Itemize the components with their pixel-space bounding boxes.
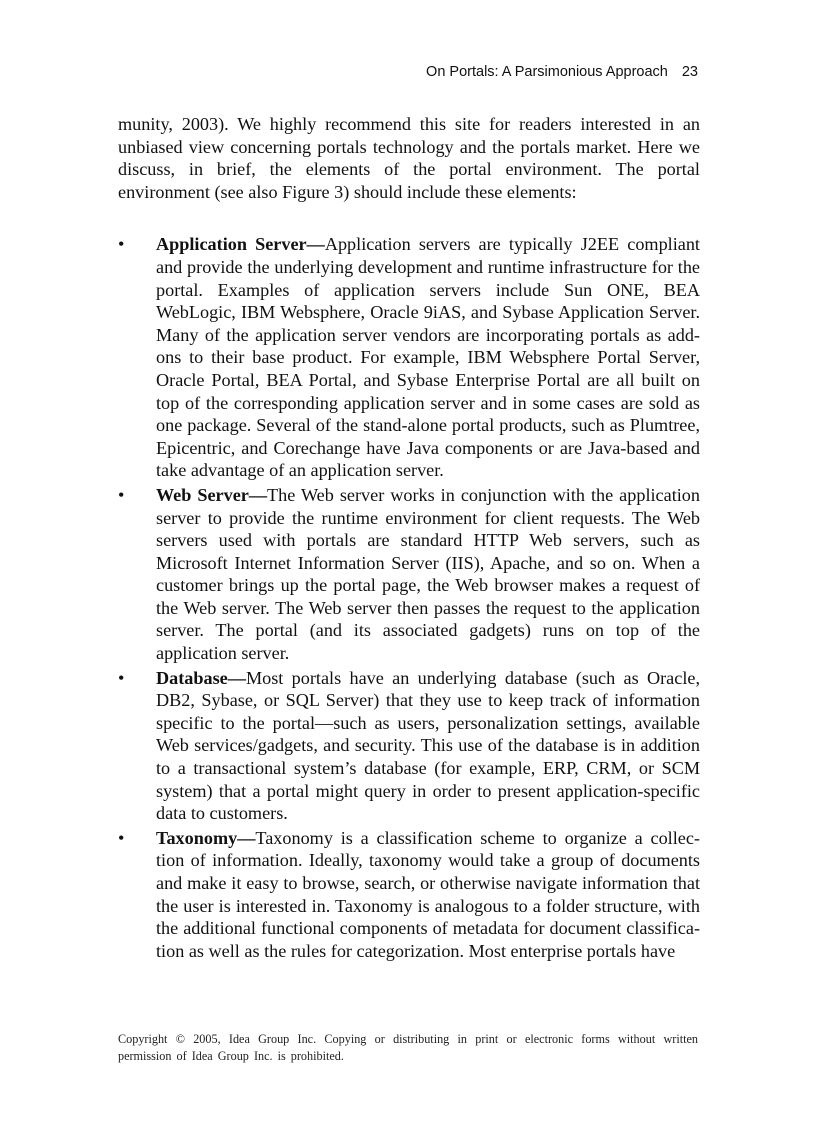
bullet-icon: • <box>118 484 125 505</box>
portal-elements-list <box>118 233 700 962</box>
list-item-taxonomy <box>118 827 700 963</box>
bullet-icon: • <box>118 827 125 848</box>
term-web-server: Web Server— <box>156 484 268 505</box>
bullet-icon: • <box>118 667 125 688</box>
list-item-database <box>118 667 700 825</box>
running-title: On Portals: A Parsimonious Approach <box>426 64 668 80</box>
copyright-footer: Copyright © 2005, Idea Group Inc. Copying or distributing in print or electronic forms without written permission of Idea Group Inc. is prohibited. <box>118 1032 698 1063</box>
bullet-icon: • <box>118 234 125 255</box>
page-number: 23 <box>681 64 698 80</box>
term-database: Database— <box>156 667 246 688</box>
list-item-web-server <box>118 484 700 665</box>
definition-web-server: The Web server works in conjunction with the application server to provide the runtime environment for client requests. The Web servers used with portals are standard HTTP Web servers, such as Microsoft Internet Information Server (IIS), Apache, and so on. When a customer brings up the portal page, the Web browser makes a request of the Web server. The Web server then passes the request to the application server. The portal (and its associated gadgets) runs on top of the application server. <box>156 484 700 664</box>
list-item-application-server <box>118 233 700 482</box>
running-header <box>118 64 698 80</box>
definition-database: Most portals have an underlying database (such as Oracle, DB2, Sybase, or SQL Server) that they use to keep track of information specific to the portal—such as users, personalization settings, available Web services/gadgets, and security. This use of the database is in addition to a transactional system’s database (for example, ERP, CRM, or SCM system) that a portal might query in order to present application-specific data to customers. <box>156 667 700 824</box>
body-text <box>118 113 700 964</box>
intro-paragraph: munity, 2003). We highly recommend this site for readers interested in an unbiased view concerning portals technology and the portals market. Here we discuss, in brief, the elements of the portal environment. The portal environment (see also Figure 3) should include these elements: <box>118 114 700 202</box>
definition-application-server: Application servers are typically J2EE compliant and provide the underlying development and runtime infrastructure for the portal. Examples of application servers include Sun ONE, BEA WebLogic, IBM Websphere, Oracle 9iAS, and Sybase Application Server. Many of the application server vendors are incorporating portals as add-ons to their base product. For example, IBM Websphere Portal Server, Oracle Portal, BEA Portal, and Sybase Enterprise Portal are all built on top of the corresponding application server and in some cases are sold as one package. Several of the stand-alone portal products, such as Plumtree, Epicentric, and Corechange have Java components or are Java-based and take advantage of an application server. <box>156 234 700 481</box>
definition-taxonomy: Taxonomy is a classification scheme to organize a collec-tion of information. Ideally, taxonomy would take a group of documents and make it easy to browse, search, or otherwise navigate information that the user is interested in. Taxonomy is analogous to a folder structure, with the additional functional components of metadata for document classifica-tion as well as the rules for categorization. Most enterprise portals have <box>156 827 700 961</box>
term-application-server: Application Server— <box>156 234 325 255</box>
term-taxonomy: Taxonomy— <box>156 827 256 848</box>
